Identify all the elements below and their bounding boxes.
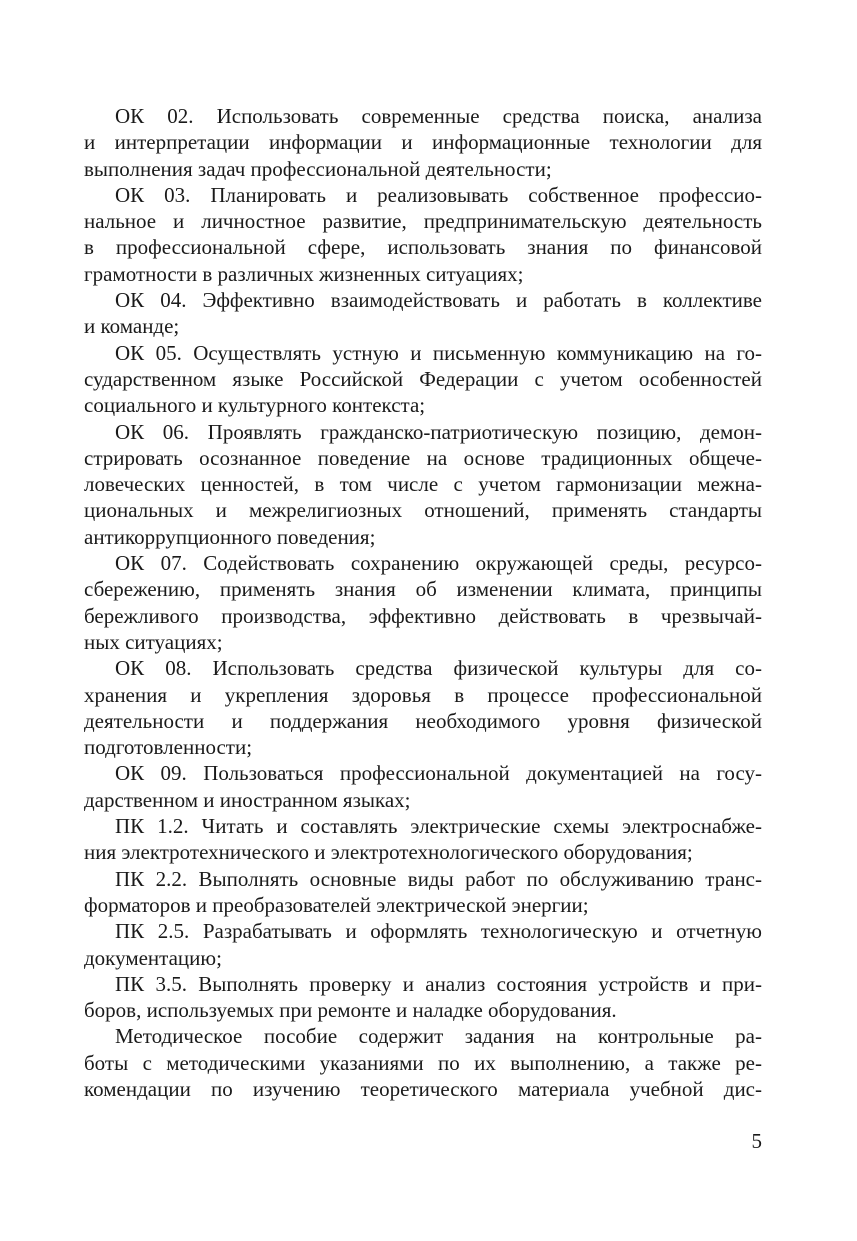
text-line-content: ОК 09. Пользоваться профессиональной документацией на госу-: [115, 761, 762, 786]
text-line: [84, 497, 762, 523]
text-line-content: бережливого производства, эффективно действовать в чрезвычай-: [84, 603, 762, 628]
text-line: [84, 892, 762, 918]
text-line: [84, 340, 762, 366]
text-line-content: форматоров и преобразователей электрической энергии;: [84, 892, 589, 917]
text-line-content: циональных и межрелигиозных отношений, применять стандарты: [84, 498, 762, 523]
text-line: [84, 208, 762, 234]
paragraph: [84, 182, 762, 287]
text-line-content: социального и культурного контекста;: [84, 393, 426, 418]
text-line: [84, 550, 762, 576]
text-line-content: ОК 02. Использовать современные средства поиска, анализа: [115, 104, 762, 128]
paragraph: [84, 419, 762, 550]
paragraph: [84, 971, 762, 1024]
text-line-content: ОК 04. Эффективно взаимодействовать и работать в коллективе: [115, 288, 762, 313]
text-line: [84, 787, 762, 813]
text-line-content: комендации по изучению теоретического материала учебной дис-: [84, 1076, 762, 1101]
text-line: [84, 524, 762, 550]
text-line-content: ОК 08. Использовать средства физической культуры для со-: [115, 656, 762, 681]
text-line: [84, 866, 762, 892]
text-line: [84, 471, 762, 497]
paragraph: [84, 1023, 762, 1102]
text-line: [84, 576, 762, 602]
text-line-content: ных ситуациях;: [84, 629, 223, 654]
text-line: [84, 945, 762, 971]
text-line: [84, 1050, 762, 1076]
text-line: [84, 234, 762, 260]
paragraph: [84, 918, 762, 971]
paragraph: [84, 866, 762, 919]
text-line: [84, 156, 762, 182]
text-line: [84, 129, 762, 155]
text-line: [84, 971, 762, 997]
text-line: [84, 103, 762, 129]
paragraph: [84, 287, 762, 340]
text-line: [84, 1023, 762, 1049]
text-line-content: ПК 3.5. Выполнять проверку и анализ состояния устройств и при-: [115, 971, 762, 996]
text-line-content: и команде;: [84, 314, 180, 339]
text-line: [84, 918, 762, 944]
text-line-content: сударственном языке Российской Федерации с учетом особенностей: [84, 366, 762, 391]
text-line-content: ОК 06. Проявлять гражданско-патриотическую позицию, демон-: [115, 419, 762, 444]
text-line: [84, 392, 762, 418]
text-line: [84, 287, 762, 313]
paragraph: [84, 760, 762, 813]
text-line-content: Методическое пособие содержит задания на контрольные ра-: [115, 1024, 762, 1049]
text-line-content: грамотности в различных жизненных ситуациях;: [84, 261, 524, 286]
text-line: [84, 839, 762, 865]
text-line-content: ПК 2.5. Разрабатывать и оформлять технологическую и отчетную: [115, 919, 762, 944]
text-line: [84, 603, 762, 629]
text-line-content: хранения и укрепления здоровья в процессе профессиональной: [84, 682, 762, 707]
text-line-content: нальное и личностное развитие, предпринимательскую деятельность: [84, 209, 762, 234]
text-line: [84, 655, 762, 681]
text-line-content: боты с методическими указаниями по их выполнению, а также ре-: [84, 1050, 762, 1075]
text-line: [84, 708, 762, 734]
text-line-content: документацию;: [84, 945, 222, 970]
text-line: [84, 182, 762, 208]
text-line-content: ловеческих ценностей, в том числе с учетом гармонизации межна-: [84, 472, 762, 497]
text-line-content: ОК 07. Содействовать сохранению окружающей среды, ресурсо-: [115, 551, 762, 576]
paragraph: [84, 340, 762, 419]
text-line: [84, 629, 762, 655]
text-line: [84, 734, 762, 760]
text-line-content: ния электротехнического и электротехнологического оборудования;: [84, 840, 693, 865]
paragraph: [84, 550, 762, 655]
text-line: [84, 997, 762, 1023]
text-line: [84, 445, 762, 471]
text-line-content: стрировать осознанное поведение на основе традиционных общече-: [84, 445, 762, 470]
text-line-content: ОК 05. Осуществлять устную и письменную коммуникацию на го-: [115, 340, 762, 365]
page-body: [84, 103, 762, 1102]
text-line-content: боров, используемых при ремонте и наладке оборудования.: [84, 998, 617, 1023]
text-line-content: в профессиональной сфере, использовать знания по финансовой: [84, 235, 762, 260]
text-line-content: и интерпретации информации и информационные технологии для: [84, 130, 762, 155]
text-line: [84, 261, 762, 287]
paragraph: [84, 103, 762, 182]
text-line: [84, 366, 762, 392]
text-line-content: антикоррупционного поведения;: [84, 524, 376, 549]
page-number: 5: [751, 1129, 762, 1153]
text-line-content: дарственном и иностранном языках;: [84, 787, 411, 812]
text-line-content: ПК 2.2. Выполнять основные виды работ по обслуживанию транс-: [115, 866, 762, 891]
paragraph: [84, 813, 762, 866]
text-line-content: выполнения задач профессиональной деятельности;: [84, 156, 552, 181]
text-line-content: ОК 03. Планировать и реализовывать собственное профессио-: [115, 182, 762, 207]
text-line-content: ПК 1.2. Читать и составлять электрические схемы электроснабже-: [115, 814, 762, 839]
text-line-content: сбережению, применять знания об изменении климата, принципы: [84, 577, 762, 602]
text-line: [84, 419, 762, 445]
text-line: [84, 682, 762, 708]
paragraph: [84, 655, 762, 760]
text-line: [84, 313, 762, 339]
text-line: [84, 1076, 762, 1102]
text-line-content: деятельности и поддержания необходимого уровня физической: [84, 708, 762, 733]
text-line: [84, 813, 762, 839]
text-line-content: подготовленности;: [84, 735, 253, 760]
text-line: [84, 760, 762, 786]
